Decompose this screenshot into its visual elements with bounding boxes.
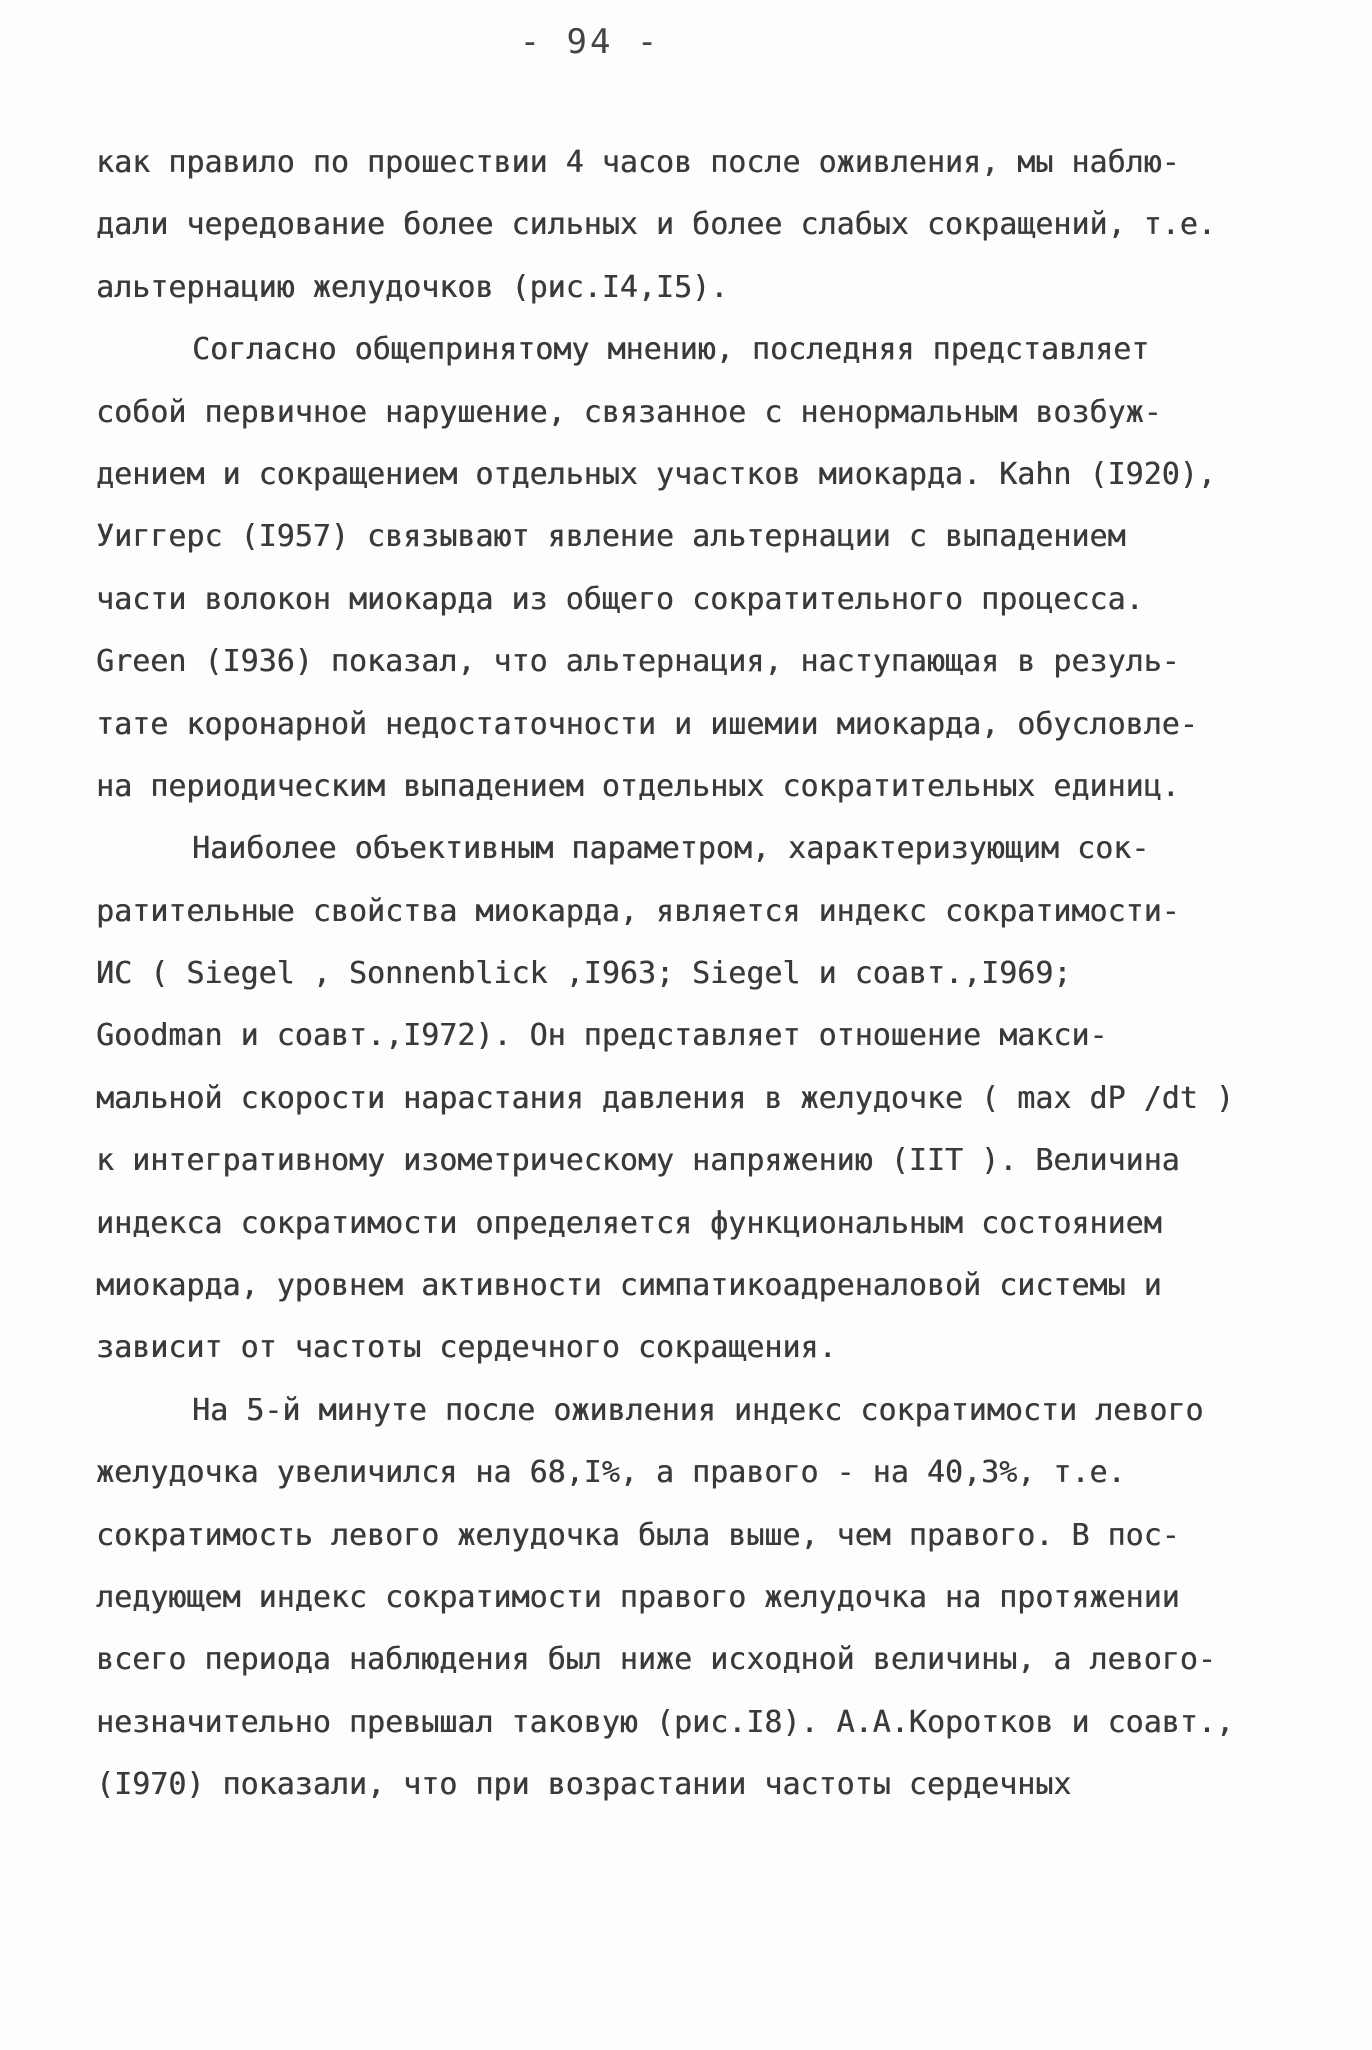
text-line: (I970) показали, что при возрастании частоты сердечных (96, 1767, 1072, 1803)
text-line: всего периода наблюдения был ниже исходной величины, а левого- (96, 1642, 1216, 1678)
text-line: зависит от частоты сердечного сокращения. (96, 1330, 837, 1366)
text-line: альтернацию желудочков (рис.I4,I5). (96, 269, 729, 305)
text-line: Согласно общепринятому мнению, последняя представляет (192, 332, 1150, 368)
text-line: дали чередование более сильных и более слабых сокращений, т.е. (96, 207, 1216, 243)
text-line: как правило по прошествии 4 часов после оживления, мы наблю- (96, 145, 1180, 180)
text-line: сократимость левого желудочка была выше, чем правого. В пос- (96, 1517, 1180, 1553)
text-line: тате коронарной недостаточности и ишемии миокарда, обусловле- (96, 706, 1198, 742)
text-line: На 5-й минуте после оживления индекс сократимости левого (192, 1392, 1204, 1428)
text-line: Уиггерс (I957) связывают явление альтернации с выпадением (96, 519, 1126, 555)
text-line: части волокон миокарда из общего сократительного процесса. (96, 581, 1144, 617)
text-line: Green (I936) показал, что альтернация, наступающая в резуль- (96, 644, 1180, 680)
text-line: на периодическим выпадением отдельных сократительных единиц. (96, 768, 1180, 804)
text-line: миокарда, уровнем активности симпатикоадреналовой системы и (96, 1268, 1162, 1304)
text-line: дением и сокращением отдельных участков миокарда. Kahn (I920), (96, 456, 1216, 492)
text-line: к интегративному изометрическому напряжению (IIT ). Величина (96, 1143, 1180, 1179)
text-line: незначительно превышал таковую (рис.I8). А.А.Коротков и соавт., (96, 1704, 1234, 1740)
text-line: желудочка увеличился на 68,I%, а правого - на 40,3%, т.е. (96, 1455, 1126, 1491)
text-line: ИС ( Siegel , Sonnenblick ,I963; Siegel и соавт.,I969; (96, 956, 1072, 992)
text-line: мальной скорости нарастания давления в желудочке ( max dP /dt ) (96, 1080, 1234, 1116)
text-line: ратительные свойства миокарда, является индекс сократимости- (96, 893, 1180, 929)
text-line: Наиболее объективным параметром, характеризующим сок- (192, 831, 1150, 867)
text-line: индекса сократимости определяется функциональным состоянием (96, 1205, 1162, 1241)
text-line: Goodman и соавт.,I972). Он представляет отношение макси- (96, 1018, 1108, 1054)
text-line: собой первичное нарушение, связанное с ненормальным возбуж- (96, 394, 1162, 430)
page-number: - 94 - (519, 22, 661, 62)
text-line: ледующем индекс сократимости правого желудочка на протяжении (96, 1579, 1180, 1615)
body-text (96, 132, 1281, 1817)
